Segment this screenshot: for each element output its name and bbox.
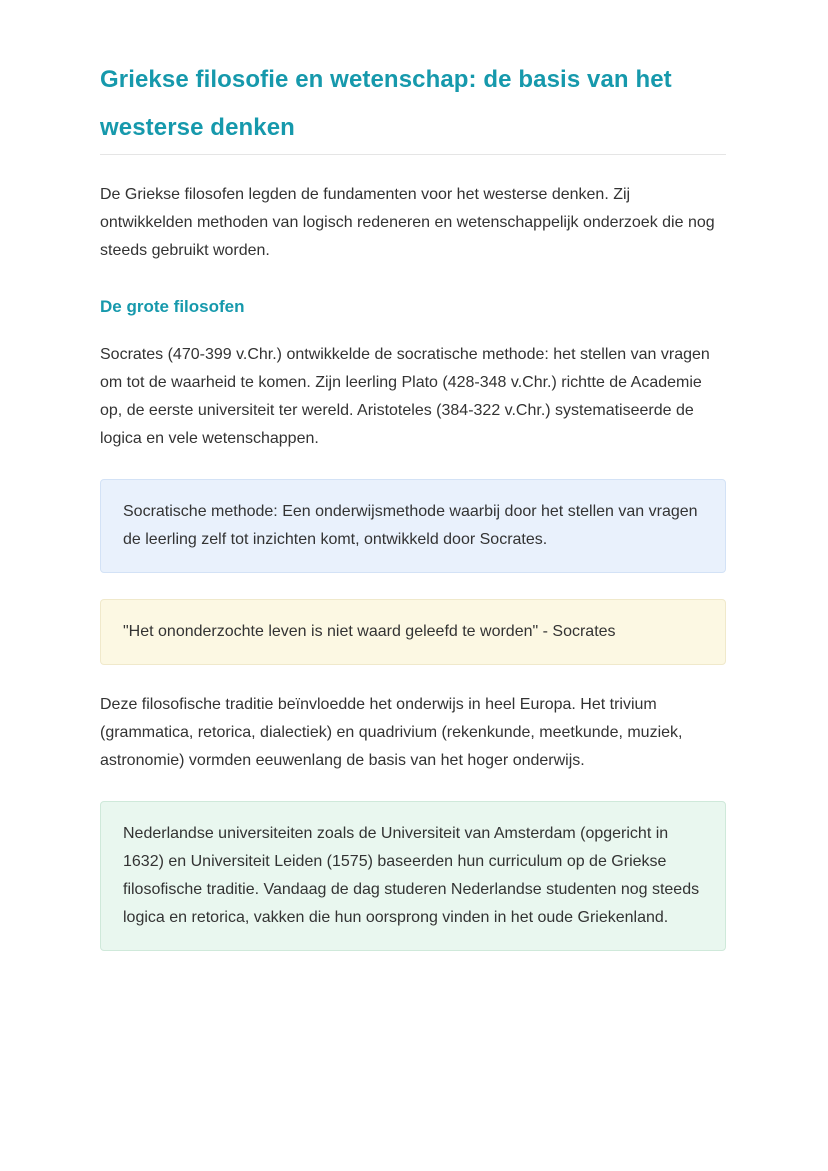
title-divider bbox=[100, 154, 726, 155]
tradition-paragraph: Deze filosofische traditie beïnvloedde het onderwijs in heel Europa. Het trivium (grammatica, retorica, dialectiek) en quadrivium (rekenkunde, meetkunde, muziek, astronomie) vormden eeuwenlang de basis van het hoger onderwijs. bbox=[100, 696, 683, 769]
intro-paragraph: De Griekse filosofen legden de fundamenten voor het westerse denken. Zij ontwikkelden methoden van logisch redeneren en wetenschappelijk onderzoek die nog steeds gebruikt worden. bbox=[100, 186, 715, 259]
quote-box bbox=[100, 599, 726, 665]
philosophers-paragraph: Socrates (470-399 v.Chr.) ontwikkelde de socratische methode: het stellen van vragen om tot de waarheid te komen. Zijn leerling Plato (428-348 v.Chr.) richtte de Academie op, de eerste universiteit ter wereld. Aristoteles (384-322 v.Chr.) systematiseerde de logica en vele wetenschappen. bbox=[100, 346, 710, 447]
dutch-universities-text: Nederlandse universiteiten zoals de Universiteit van Amsterdam (opgericht in 1632) en Universiteit Leiden (1575) baseerden hun curriculum op de Griekse filosofische traditie. Vandaag de dag studeren Nederlandse studenten nog steeds logica en retorica, vakken die hun oorsprong vinden in het oude Griekenland. bbox=[123, 825, 700, 926]
definition-box bbox=[100, 479, 726, 573]
quote-box-text: "Het ononderzochte leven is niet waard geleefd te worden" - Socrates bbox=[123, 623, 616, 640]
definition-box-text: Socratische methode: Een onderwijsmethode waarbij door het stellen van vragen de leerling zelf tot inzichten komt, ontwikkeld door Socrates. bbox=[123, 503, 698, 548]
section-heading-philosophers: De grote filosofen bbox=[100, 297, 245, 316]
dutch-universities-box bbox=[100, 801, 726, 951]
page-title: Griekse filosofie en wetenschap: de basis van het westerse denken bbox=[100, 66, 672, 141]
